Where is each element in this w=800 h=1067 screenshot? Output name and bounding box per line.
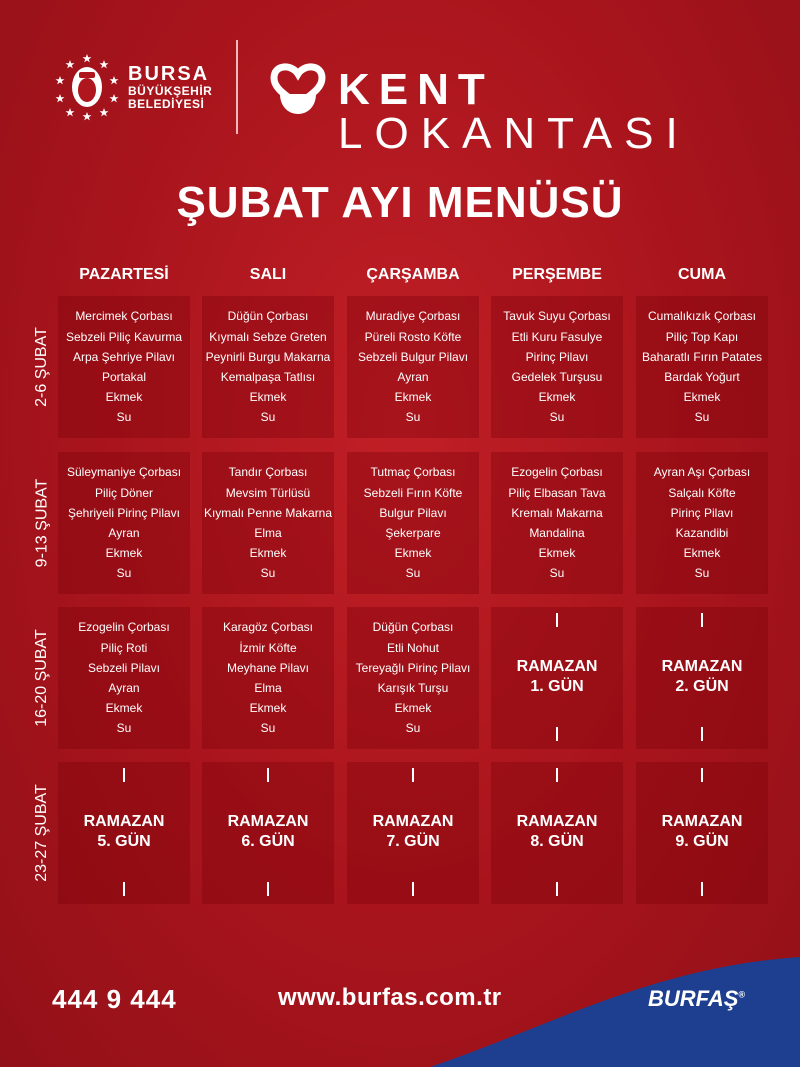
menu-item: Ekmek: [538, 546, 576, 561]
menu-item: Bulgur Pilavı: [379, 505, 447, 520]
menu-cell: [347, 452, 479, 594]
ramadan-day: 8. GÜN: [530, 833, 584, 850]
menu-item: Muradiye Çorbası: [365, 309, 461, 324]
ramadan-day: 6. GÜN: [241, 833, 295, 850]
ramadan-day: 5. GÜN: [97, 833, 151, 850]
phone-number: 444 9 444: [52, 984, 177, 1014]
menu-item: Portakal: [101, 370, 147, 384]
menu-item: Sebzeli Fırın Köfte: [363, 485, 463, 500]
ramadan-label: RAMAZAN: [516, 658, 598, 675]
menu-item: Mevsim Türlüsü: [225, 485, 311, 500]
menu-item: Ekmek: [394, 701, 432, 716]
ramadan-text: [517, 812, 598, 852]
ramadan-cell: [347, 762, 479, 904]
menu-item: Sebzeli Piliç Kavurma: [65, 329, 183, 344]
week-label-text: 2-6 ŞUBAT: [33, 327, 51, 407]
page-title: ŞUBAT AYI MENÜSÜ: [176, 178, 624, 227]
menu-item: Kremalı Makarna: [511, 505, 603, 520]
menu-item: Ekmek: [538, 390, 576, 405]
week-label: [22, 607, 62, 749]
menu-item: Su: [694, 566, 710, 581]
menu-item: Sebzeli Bulgur Pilavı: [357, 349, 469, 364]
menu-item: Etli Nohut: [386, 640, 440, 655]
menu-item: Ayran: [108, 526, 140, 540]
menu-item: Su: [549, 566, 565, 581]
menu-item: Piliç Roti: [100, 640, 148, 655]
ramadan-day: 9. GÜN: [675, 833, 729, 850]
divider-bar: [267, 768, 269, 782]
bbb-line3: BELEDİYESİ: [128, 96, 205, 111]
burfas-brand: [648, 986, 745, 1012]
header-divider: [236, 40, 238, 134]
menu-item: Elma: [254, 681, 282, 695]
menu-item: Kıymalı Sebze Greten: [209, 329, 327, 344]
ramadan-label: RAMAZAN: [83, 813, 165, 830]
ramadan-label: RAMAZAN: [661, 813, 743, 830]
divider-bar: [556, 882, 558, 896]
menu-cell: [58, 296, 190, 438]
divider-bar: [556, 727, 558, 741]
menu-item: Karagöz Çorbası: [222, 620, 314, 635]
menu-item: Ekmek: [249, 546, 287, 561]
menu-item: Ekmek: [105, 701, 143, 716]
divider-bar: [412, 768, 414, 782]
day-header: ÇARŞAMBA: [366, 266, 460, 283]
menu-cell: [202, 452, 334, 594]
ramadan-cell: [58, 762, 190, 904]
menu-item: Düğün Çorbası: [372, 620, 454, 635]
menu-item: Piliç Elbasan Tava: [508, 485, 606, 500]
menu-item: Su: [116, 721, 132, 736]
menu-item: Su: [260, 410, 276, 425]
menu-cell: [491, 296, 623, 438]
website-link[interactable]: www.burfas.com.tr: [278, 984, 502, 1011]
ramadan-text: [517, 657, 598, 697]
menu-item: Kıymalı Penne Makarna: [203, 505, 333, 520]
menu-item: Su: [260, 566, 276, 581]
menu-item: Su: [116, 410, 132, 425]
menu-cell: [636, 452, 768, 594]
ramadan-text: [228, 812, 309, 852]
ramadan-text: [662, 657, 743, 697]
menu-item: Ekmek: [105, 390, 143, 405]
divider-bar: [267, 882, 269, 896]
menu-item: Ayran: [397, 370, 429, 384]
menu-item: Tutmaç Çorbası: [370, 465, 456, 480]
menu-item: Ekmek: [249, 390, 287, 405]
menu-item: Pirinç Pilavı: [525, 349, 589, 364]
divider-bar: [701, 882, 703, 896]
menu-item: Şehriyeli Pirinç Pilavı: [67, 505, 181, 520]
ramadan-cell: [491, 762, 623, 904]
kent-light-text: LOKANTASI: [338, 109, 690, 158]
ramadan-label: RAMAZAN: [661, 658, 743, 675]
menu-cell: [347, 607, 479, 749]
ramadan-label: RAMAZAN: [516, 813, 598, 830]
menu-item: Kazandibi: [675, 526, 729, 540]
menu-item: Kemalpaşa Tatlısı: [220, 370, 316, 384]
ramadan-text: [84, 812, 165, 852]
menu-item: Pirinç Pilavı: [670, 505, 734, 520]
menu-item: Su: [405, 410, 421, 425]
divider-bar: [701, 768, 703, 782]
kent-lokantasi-wordmark: [338, 65, 800, 158]
menu-item: Baharatlı Fırın Patates: [641, 349, 763, 364]
bbb-line1: BURSA: [128, 63, 210, 85]
menu-item: Düğün Çorbası: [227, 309, 309, 324]
bbb-line2: BÜYÜKŞEHİR: [128, 84, 213, 98]
kent-lokantasi-logo-icon: [266, 60, 330, 120]
ramadan-cell: [202, 762, 334, 904]
divider-bar: [701, 613, 703, 627]
header: [0, 38, 800, 158]
menu-item: Su: [549, 410, 565, 425]
menu-item: Arpa Şehriye Pilavı: [72, 349, 176, 364]
divider-bar: [556, 613, 558, 627]
ramadan-label: RAMAZAN: [372, 813, 454, 830]
day-header: SALI: [249, 266, 287, 283]
menu-item: Ekmek: [683, 390, 721, 405]
menu-item: Süleymaniye Çorbası: [66, 465, 182, 480]
menu-item: Su: [260, 721, 276, 736]
week-label: [22, 296, 62, 438]
menu-item: Tandır Çorbası: [228, 465, 308, 480]
ramadan-day: 2. GÜN: [675, 678, 729, 695]
ramadan-label: RAMAZAN: [227, 813, 309, 830]
ramadan-cell: [636, 607, 768, 749]
menu-item: Tavuk Suyu Çorbası: [503, 309, 611, 324]
menu-cell: [491, 452, 623, 594]
ramadan-day: 7. GÜN: [386, 833, 440, 850]
menu-item: Ezogelin Çorbası: [78, 620, 170, 635]
menu-item: Ayran: [108, 681, 140, 695]
divider-bar: [123, 768, 125, 782]
menu-item: Püreli Rosto Köfte: [364, 329, 462, 344]
menu-item: Ekmek: [105, 546, 143, 561]
menu-item: Elma: [254, 526, 282, 540]
menu-item: Ekmek: [394, 390, 432, 405]
week-label-text: 9-13 ŞUBAT: [33, 478, 50, 568]
divider-bar: [556, 768, 558, 782]
kent-bold-text: KENT: [338, 65, 494, 114]
week-label: [22, 452, 62, 594]
day-header: CUMA: [678, 266, 726, 283]
menu-item: Cumalıkızık Çorbası: [647, 309, 757, 324]
week-label: [22, 762, 62, 904]
menu-cell: [58, 607, 190, 749]
divider-bar: [412, 882, 414, 896]
menu-item: Piliç Top Kapı: [665, 329, 739, 344]
registered-mark: ®: [738, 989, 746, 1000]
menu-cell: [58, 452, 190, 594]
menu-item: Mercimek Çorbası: [75, 309, 173, 324]
week-label-text: 16-20 ŞUBAT: [33, 629, 50, 727]
menu-item: Su: [405, 566, 421, 581]
bursa-buyuksehir-logo-icon: [52, 52, 122, 122]
menu-item: Bardak Yoğurt: [664, 370, 740, 384]
menu-item: Gedelek Turşusu: [511, 370, 603, 384]
menu-item: Su: [694, 410, 710, 425]
divider-bar: [701, 727, 703, 741]
menu-item: Meyhane Pilavı: [226, 660, 310, 675]
week-label-text: 23-27 ŞUBAT: [33, 784, 50, 882]
ramadan-text: [373, 812, 454, 852]
menu-item: Ezogelin Çorbası: [511, 465, 603, 480]
menu-item: Sebzeli Pilavı: [87, 660, 161, 675]
menu-cell: [347, 296, 479, 438]
menu-cell: [202, 296, 334, 438]
menu-item: Karışık Turşu: [377, 681, 449, 695]
ramadan-cell: [491, 607, 623, 749]
menu-item: Ekmek: [394, 546, 432, 561]
menu-cell: [636, 296, 768, 438]
burfas-brand-text: BURFAŞ: [648, 986, 739, 1011]
menu-item: Peynirli Burgu Makarna: [205, 349, 331, 364]
menu-item: Tereyağlı Pirinç Pilavı: [355, 660, 471, 675]
menu-item: Mandalina: [529, 526, 585, 540]
menu-item: Ayran Aşı Çorbası: [653, 465, 751, 480]
day-header: PERŞEMBE: [512, 266, 602, 283]
menu-item: Şekerpare: [385, 526, 441, 540]
menu-item: İzmir Köfte: [239, 640, 297, 655]
menu-item: Ekmek: [249, 701, 287, 716]
ramadan-cell: [636, 762, 768, 904]
menu-item: Salçalı Köfte: [668, 485, 736, 500]
divider-bar: [123, 882, 125, 896]
menu-item: Ekmek: [683, 546, 721, 561]
ramadan-text: [662, 812, 743, 852]
ramadan-day: 1. GÜN: [530, 678, 584, 695]
menu-item: Su: [116, 566, 132, 581]
bursa-buyuksehir-text: [128, 64, 212, 110]
menu-item: Su: [405, 721, 421, 736]
menu-item: Piliç Döner: [94, 485, 154, 500]
day-header: PAZARTESİ: [79, 266, 169, 283]
menu-cell: [202, 607, 334, 749]
menu-item: Etli Kuru Fasulye: [511, 329, 603, 344]
footer-wave: [430, 957, 800, 1067]
